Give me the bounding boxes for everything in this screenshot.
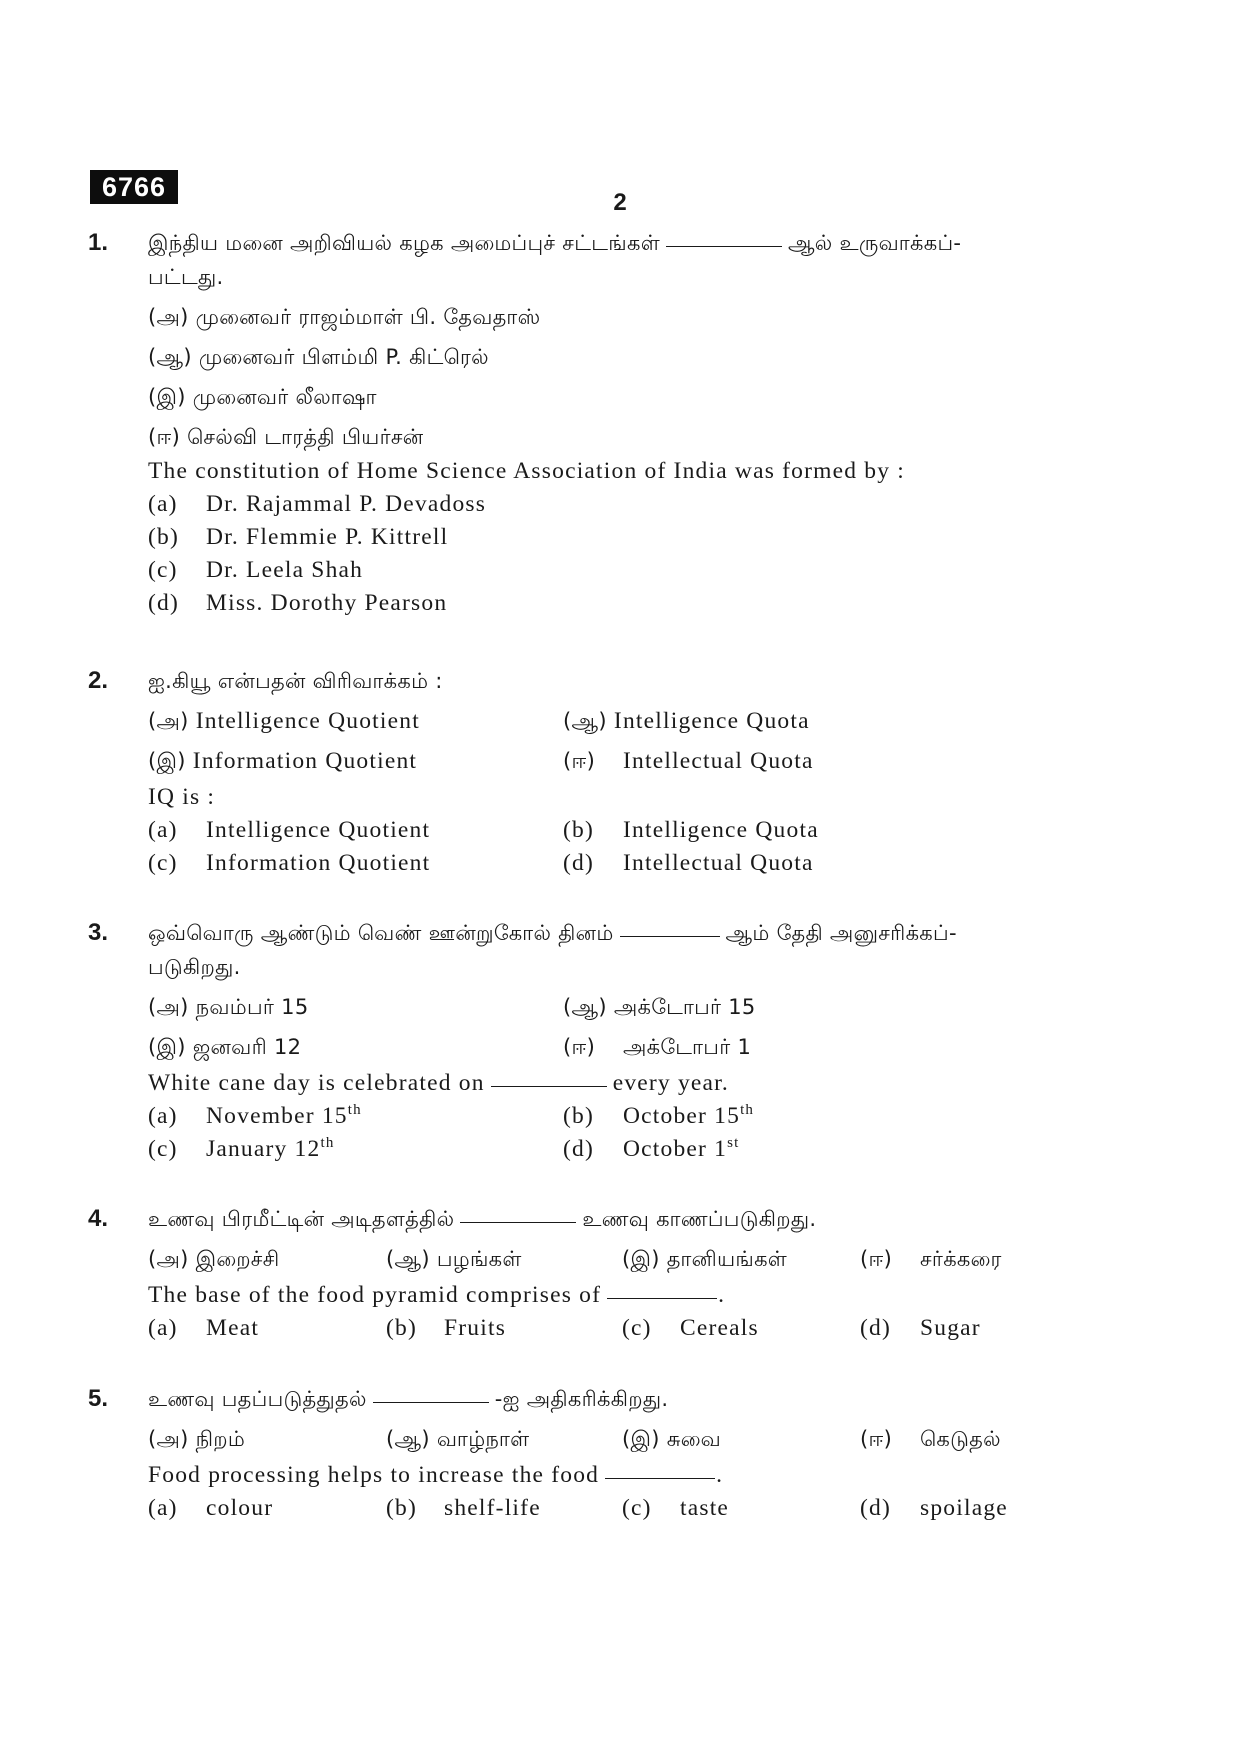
option-english-d: (d) Intellectual Quota (563, 850, 814, 876)
option-english-b: (b) shelf-life (386, 1495, 541, 1521)
question-stem-tamil: இந்திய மனை அறிவியல் கழக அமைப்புச் சட்டங்கள் ஆல் உருவாக்கப்- (148, 231, 962, 255)
option-tamil-b: (ஆ) பழங்கள் (386, 1247, 522, 1271)
question-stem-tamil: உணவு பிரமீட்டின் அடிதளத்தில் உணவு காணப்படுகிறது. (148, 1207, 817, 1231)
option-english-c: (c) Information Quotient (148, 850, 431, 876)
question-stem-english: IQ is : (148, 784, 216, 810)
option-english-d: (d) spoilage (860, 1495, 1008, 1521)
option-tamil-d: (ஈ) அக்டோபர் 1 (563, 1035, 752, 1059)
option-english-b: (b) October 15th (563, 1102, 755, 1129)
option-english-a: (a) Meat (148, 1315, 260, 1341)
option-tamil-c: (இ) ஜனவரி 12 (148, 1035, 302, 1059)
question-stem-tamil-continued: படுகிறது. (148, 955, 241, 979)
question-stem-tamil: ஐ.கியூ என்பதன் விரிவாக்கம் : (148, 669, 443, 693)
option-tamil-c: (இ) சுவை (622, 1427, 721, 1451)
option-english-a: (a) Intelligence Quotient (148, 817, 431, 843)
option-tamil-b: (ஆ) அக்டோபர் 15 (563, 995, 756, 1019)
answer-blank (620, 935, 720, 937)
option-tamil-b: (ஆ) Intelligence Quota (563, 708, 810, 734)
option-tamil-d: (ஈ) சர்க்கரை (860, 1247, 1002, 1271)
page-number: 2 (613, 189, 627, 216)
option-tamil-d: (ஈ) Intellectual Quota (563, 748, 814, 774)
option-english-b: (b) Intelligence Quota (563, 817, 819, 843)
question-number: 5. (88, 1385, 109, 1412)
option-tamil-a: (அ) நிறம் (148, 1427, 246, 1451)
option-english-a: (a) November 15th (148, 1102, 362, 1129)
question-number: 3. (88, 919, 109, 946)
option-tamil-d: (ஈ) கெடுதல் (860, 1427, 1001, 1451)
question-stem-english: The base of the food pyramid comprises of . (148, 1282, 726, 1308)
option-tamil-c: (இ) Information Quotient (148, 748, 418, 774)
option-tamil-a: (அ) நவம்பர் 15 (148, 995, 309, 1019)
question-stem-english: Food processing helps to increase the food . (148, 1462, 724, 1488)
option-tamil-b: (ஆ) வாழ்நாள் (386, 1427, 530, 1451)
option-tamil-d: (ஈ) செல்வி டாரத்தி பியர்சன் (148, 425, 424, 449)
option-english-b: (b) Dr. Flemmie P. Kittrell (148, 524, 449, 550)
option-english-a: (a) colour (148, 1495, 274, 1521)
option-tamil-c: (இ) தானியங்கள் (622, 1247, 788, 1271)
option-tamil-c: (இ) முனைவர் லீலாஷா (148, 385, 377, 409)
question-number: 4. (88, 1205, 109, 1232)
answer-blank (373, 1401, 489, 1403)
question-number: 2. (88, 667, 109, 694)
option-english-d: (d) Sugar (860, 1315, 981, 1341)
option-english-a: (a) Dr. Rajammal P. Devadoss (148, 491, 487, 517)
question-number: 1. (88, 229, 109, 256)
option-english-b: (b) Fruits (386, 1315, 507, 1341)
answer-blank (491, 1085, 607, 1087)
paper-code-badge: 6766 (90, 170, 178, 204)
answer-blank (666, 245, 782, 247)
option-english-d: (d) October 1st (563, 1135, 740, 1162)
answer-blank (607, 1297, 717, 1299)
answer-blank (460, 1221, 576, 1223)
option-tamil-a: (அ) முனைவர் ராஜம்மாள் பி. தேவதாஸ் (148, 305, 541, 329)
question-stem-english: The constitution of Home Science Association of India was formed by : (148, 458, 905, 484)
option-english-c: (c) taste (622, 1495, 730, 1521)
question-stem-tamil: ஒவ்வொரு ஆண்டும் வெண் ஊன்றுகோல் தினம் ஆம் தேதி அனுசரிக்கப்- (148, 921, 957, 945)
question-stem-tamil-continued: பட்டது. (148, 265, 224, 289)
option-english-d: (d) Miss. Dorothy Pearson (148, 590, 448, 616)
option-tamil-a: (அ) இறைச்சி (148, 1247, 280, 1271)
option-english-c: (c) Cereals (622, 1315, 759, 1341)
question-stem-english: White cane day is celebrated on every year. (148, 1070, 729, 1096)
answer-blank (605, 1477, 715, 1479)
option-english-c: (c) Dr. Leela Shah (148, 557, 364, 583)
question-stem-tamil: உணவு பதப்படுத்துதல் -ஐ அதிகரிக்கிறது. (148, 1387, 669, 1411)
option-english-c: (c) January 12th (148, 1135, 335, 1162)
option-tamil-b: (ஆ) முனைவர் பிளம்மி P. கிட்ரெல் (148, 345, 489, 369)
option-tamil-a: (அ) Intelligence Quotient (148, 708, 420, 734)
